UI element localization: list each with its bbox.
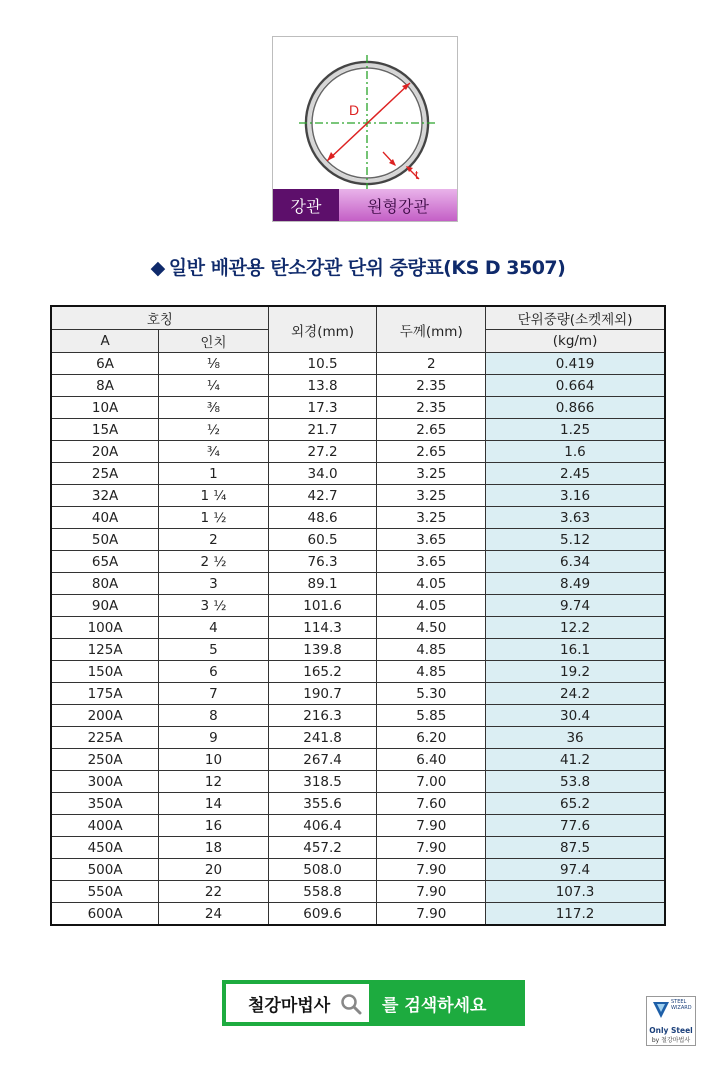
cell-a: 100A — [51, 617, 159, 639]
wizard-hat-icon — [651, 1000, 671, 1020]
cell-unit-weight: 1.25 — [486, 419, 665, 441]
cell-unit-weight: 36 — [486, 727, 665, 749]
logo-line2: WIZARD — [671, 1005, 692, 1011]
cell-unit-weight: 77.6 — [486, 815, 665, 837]
cell-inch: 3 ½ — [159, 595, 269, 617]
cell-inch: 16 — [159, 815, 269, 837]
cell-unit-weight: 30.4 — [486, 705, 665, 727]
logo-tagline: Only Steel — [649, 1026, 693, 1035]
search-icon — [340, 993, 362, 1015]
table-row — [51, 353, 665, 375]
cell-thickness: 7.90 — [377, 859, 486, 881]
cell-a: 15A — [51, 419, 159, 441]
cell-a: 125A — [51, 639, 159, 661]
cell-a: 225A — [51, 727, 159, 749]
cell-unit-weight: 1.6 — [486, 441, 665, 463]
table-row — [51, 771, 665, 793]
table-row — [51, 397, 665, 419]
cell-a: 90A — [51, 595, 159, 617]
cell-a: 300A — [51, 771, 159, 793]
cell-thickness: 2.35 — [377, 397, 486, 419]
header-outer-diameter: 외경(mm) — [268, 306, 377, 353]
cell-unit-weight: 9.74 — [486, 595, 665, 617]
search-banner[interactable] — [222, 980, 525, 1026]
cell-unit-weight: 53.8 — [486, 771, 665, 793]
cell-unit-weight: 65.2 — [486, 793, 665, 815]
cell-a: 350A — [51, 793, 159, 815]
cell-a: 10A — [51, 397, 159, 419]
cell-inch: 6 — [159, 661, 269, 683]
cell-inch: ¼ — [159, 375, 269, 397]
cell-outer-diameter: 318.5 — [268, 771, 377, 793]
cell-outer-diameter: 267.4 — [268, 749, 377, 771]
cell-unit-weight: 0.664 — [486, 375, 665, 397]
cell-unit-weight: 117.2 — [486, 903, 665, 926]
pipe-diagram-card — [272, 36, 458, 222]
cell-inch: 20 — [159, 859, 269, 881]
cell-inch: 14 — [159, 793, 269, 815]
cell-a: 450A — [51, 837, 159, 859]
table-row — [51, 463, 665, 485]
table-row — [51, 485, 665, 507]
header-inch: 인치 — [159, 330, 269, 353]
pipe-cross-section-icon — [273, 37, 459, 191]
cell-inch: 2 — [159, 529, 269, 551]
cell-a: 600A — [51, 903, 159, 926]
logo-line1: STEEL — [671, 999, 687, 1005]
cell-thickness: 7.00 — [377, 771, 486, 793]
table-body — [51, 353, 665, 926]
table-row — [51, 727, 665, 749]
header-thickness: 두께(mm) — [377, 306, 486, 353]
cell-outer-diameter: 34.0 — [268, 463, 377, 485]
cell-thickness: 5.30 — [377, 683, 486, 705]
search-instruction: 를 검색하세요 — [382, 995, 487, 1016]
cell-thickness: 7.90 — [377, 881, 486, 903]
cell-thickness: 5.85 — [377, 705, 486, 727]
header-a: A — [51, 330, 159, 353]
cell-inch: 9 — [159, 727, 269, 749]
cell-a: 80A — [51, 573, 159, 595]
cell-thickness: 6.20 — [377, 727, 486, 749]
cell-inch: 10 — [159, 749, 269, 771]
cell-outer-diameter: 457.2 — [268, 837, 377, 859]
cell-outer-diameter: 76.3 — [268, 551, 377, 573]
cell-thickness: 4.05 — [377, 595, 486, 617]
cell-unit-weight: 16.1 — [486, 639, 665, 661]
cell-outer-diameter: 13.8 — [268, 375, 377, 397]
cell-outer-diameter: 190.7 — [268, 683, 377, 705]
cell-outer-diameter: 42.7 — [268, 485, 377, 507]
cell-a: 40A — [51, 507, 159, 529]
cell-inch: 2 ½ — [159, 551, 269, 573]
cell-a: 500A — [51, 859, 159, 881]
cell-inch: 18 — [159, 837, 269, 859]
logo-byline: by 철강마법사 — [651, 1037, 691, 1044]
cell-outer-diameter: 406.4 — [268, 815, 377, 837]
cell-inch: 3 — [159, 573, 269, 595]
cell-outer-diameter: 48.6 — [268, 507, 377, 529]
cell-unit-weight: 3.63 — [486, 507, 665, 529]
cell-outer-diameter: 508.0 — [268, 859, 377, 881]
cell-inch: 4 — [159, 617, 269, 639]
cell-a: 250A — [51, 749, 159, 771]
cell-unit-weight: 87.5 — [486, 837, 665, 859]
search-box[interactable] — [226, 984, 369, 1022]
table-row — [51, 881, 665, 903]
diamond-bullet-icon: ◆ — [150, 257, 165, 279]
cell-inch: 8 — [159, 705, 269, 727]
cell-unit-weight: 97.4 — [486, 859, 665, 881]
tab-round-steel-pipe[interactable]: 원형강관 — [339, 189, 457, 221]
cell-a: 65A — [51, 551, 159, 573]
cell-thickness: 6.40 — [377, 749, 486, 771]
cell-a: 550A — [51, 881, 159, 903]
search-term: 철강마법사 — [248, 995, 331, 1016]
cell-outer-diameter: 355.6 — [268, 793, 377, 815]
cell-thickness: 3.25 — [377, 485, 486, 507]
cell-inch: ⅜ — [159, 397, 269, 419]
cell-thickness: 3.25 — [377, 463, 486, 485]
cell-thickness: 3.65 — [377, 529, 486, 551]
cell-a: 20A — [51, 441, 159, 463]
header-nominal: 호칭 — [51, 306, 268, 330]
table-row — [51, 903, 665, 926]
cell-outer-diameter: 60.5 — [268, 529, 377, 551]
cell-outer-diameter: 27.2 — [268, 441, 377, 463]
cell-inch: 1 ¼ — [159, 485, 269, 507]
cell-thickness: 7.90 — [377, 815, 486, 837]
cell-inch: 12 — [159, 771, 269, 793]
table-row — [51, 837, 665, 859]
cell-outer-diameter: 89.1 — [268, 573, 377, 595]
cell-thickness: 2.65 — [377, 441, 486, 463]
cell-thickness: 2.35 — [377, 375, 486, 397]
cell-outer-diameter: 165.2 — [268, 661, 377, 683]
cell-unit-weight: 24.2 — [486, 683, 665, 705]
cell-unit-weight: 8.49 — [486, 573, 665, 595]
cell-unit-weight: 107.3 — [486, 881, 665, 903]
cell-thickness: 4.05 — [377, 573, 486, 595]
table-row — [51, 573, 665, 595]
cell-inch: 5 — [159, 639, 269, 661]
table-row — [51, 595, 665, 617]
cell-outer-diameter: 216.3 — [268, 705, 377, 727]
cell-outer-diameter: 558.8 — [268, 881, 377, 903]
table-row — [51, 661, 665, 683]
cell-a: 175A — [51, 683, 159, 705]
cell-a: 8A — [51, 375, 159, 397]
table-row — [51, 859, 665, 881]
cell-a: 6A — [51, 353, 159, 375]
cell-a: 150A — [51, 661, 159, 683]
cell-thickness: 2.65 — [377, 419, 486, 441]
cell-outer-diameter: 17.3 — [268, 397, 377, 419]
cell-thickness: 4.85 — [377, 661, 486, 683]
cell-inch: 22 — [159, 881, 269, 903]
page-title-text: 일반 배관용 탄소강관 단위 중량표(KS D 3507) — [168, 257, 566, 279]
cell-unit-weight: 2.45 — [486, 463, 665, 485]
cell-inch: 24 — [159, 903, 269, 926]
cell-unit-weight: 3.16 — [486, 485, 665, 507]
cell-thickness: 7.60 — [377, 793, 486, 815]
cell-thickness: 3.65 — [377, 551, 486, 573]
cell-unit-weight: 12.2 — [486, 617, 665, 639]
table-row — [51, 705, 665, 727]
cell-thickness: 7.90 — [377, 837, 486, 859]
table-row — [51, 529, 665, 551]
cell-a: 25A — [51, 463, 159, 485]
cell-unit-weight: 0.866 — [486, 397, 665, 419]
table-row — [51, 815, 665, 837]
cell-a: 50A — [51, 529, 159, 551]
cell-unit-weight: 6.34 — [486, 551, 665, 573]
table-row — [51, 507, 665, 529]
cell-thickness: 7.90 — [377, 903, 486, 926]
thickness-label: t — [415, 168, 419, 182]
cell-inch: ¾ — [159, 441, 269, 463]
cell-outer-diameter: 609.6 — [268, 903, 377, 926]
table-row — [51, 419, 665, 441]
cell-unit-weight: 5.12 — [486, 529, 665, 551]
cell-inch: 7 — [159, 683, 269, 705]
cell-inch: 1 — [159, 463, 269, 485]
cell-inch: ⅛ — [159, 353, 269, 375]
steel-wizard-logo — [646, 996, 696, 1046]
cell-inch: 1 ½ — [159, 507, 269, 529]
cell-thickness: 3.25 — [377, 507, 486, 529]
cell-outer-diameter: 241.8 — [268, 727, 377, 749]
cell-unit-weight: 41.2 — [486, 749, 665, 771]
cell-a: 400A — [51, 815, 159, 837]
header-unit-weight: 단위중량(소켓제외) — [486, 306, 665, 330]
page-title — [0, 253, 716, 280]
cell-a: 32A — [51, 485, 159, 507]
table-row — [51, 551, 665, 573]
cell-unit-weight: 19.2 — [486, 661, 665, 683]
tab-steel-pipe[interactable]: 강관 — [273, 189, 339, 221]
cell-outer-diameter: 139.8 — [268, 639, 377, 661]
table-row — [51, 375, 665, 397]
table-row — [51, 683, 665, 705]
cell-thickness: 2 — [377, 353, 486, 375]
cell-outer-diameter: 10.5 — [268, 353, 377, 375]
cell-inch: ½ — [159, 419, 269, 441]
diameter-label: D — [349, 102, 360, 118]
table-row — [51, 617, 665, 639]
cell-thickness: 4.50 — [377, 617, 486, 639]
cell-outer-diameter: 101.6 — [268, 595, 377, 617]
cell-unit-weight: 0.419 — [486, 353, 665, 375]
table-row — [51, 441, 665, 463]
table-row — [51, 749, 665, 771]
cell-thickness: 4.85 — [377, 639, 486, 661]
cell-outer-diameter: 114.3 — [268, 617, 377, 639]
table-row — [51, 793, 665, 815]
logo-wordmark — [671, 999, 692, 1011]
header-unit-weight-unit: (kg/m) — [486, 330, 665, 353]
cell-outer-diameter: 21.7 — [268, 419, 377, 441]
pipe-weight-table — [50, 305, 666, 926]
table-row — [51, 639, 665, 661]
cell-a: 200A — [51, 705, 159, 727]
